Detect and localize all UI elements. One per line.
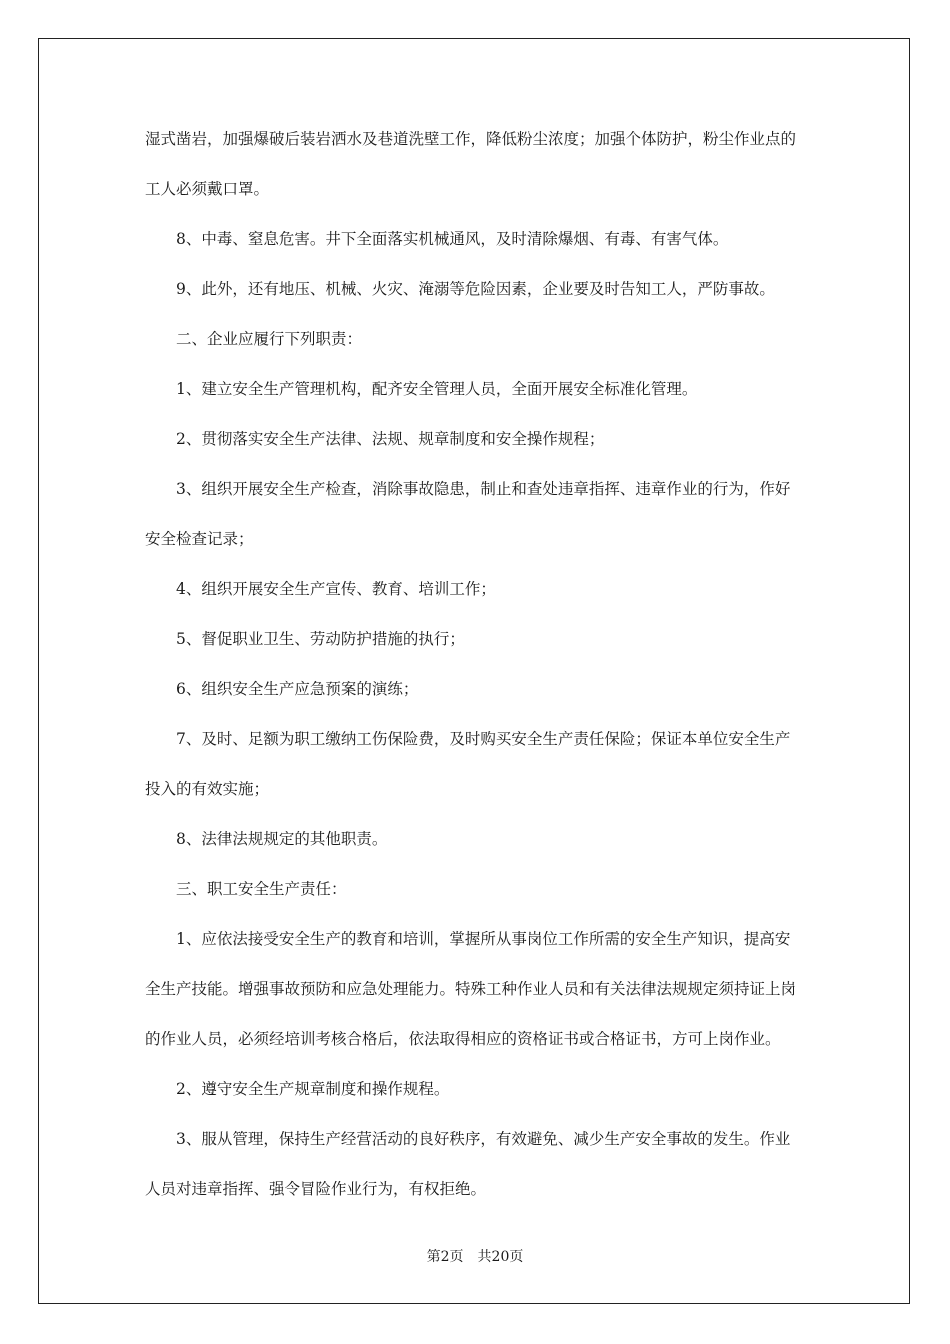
body-line: 9、此外，还有地压、机械、火灾、淹溺等危险因素，企业要及时告知工人，严防事故。 [176, 280, 775, 298]
body-line: 2、贯彻落实安全生产法律、法规、规章制度和安全操作规程； [176, 430, 605, 448]
section-heading: 三、职工安全生产责任： [176, 880, 347, 898]
body-line: 4、组织开展安全生产宣传、教育、培训工作； [176, 580, 496, 598]
page-number: 第2页 [426, 1249, 464, 1265]
body-line: 8、法律法规规定的其他职责。 [176, 830, 388, 848]
page-footer [0, 1247, 950, 1267]
body-line: 投入的有效实施； [145, 780, 270, 798]
body-line: 1、建立安全生产管理机构，配齐安全管理人员，全面开展安全标准化管理。 [176, 380, 698, 398]
document-body [145, 114, 810, 1214]
body-line: 安全检查记录； [145, 530, 254, 548]
body-line: 全生产技能。增强事故预防和应急处理能力。特殊工种作业人员和有关法律法规规定须持证上岗 [145, 980, 797, 998]
section-heading: 二、企业应履行下列职责： [176, 330, 363, 348]
page-total: 共20页 [477, 1249, 524, 1265]
body-line: 1、应依法接受安全生产的教育和培训，掌握所从事岗位工作所需的安全生产知识，提高安 [176, 930, 791, 948]
body-line: 7、及时、足额为职工缴纳工伤保险费，及时购买安全生产责任保险；保证本单位安全生产 [176, 730, 791, 748]
body-line: 3、组织开展安全生产检查，消除事故隐患，制止和查处违章指挥、违章作业的行为，作好 [176, 480, 791, 498]
body-line: 5、督促职业卫生、劳动防护措施的执行； [176, 630, 465, 648]
body-line: 工人必须戴口罩。 [145, 180, 270, 198]
body-line: 的作业人员，必须经培训考核合格后，依法取得相应的资格证书或合格证书，方可上岗作业。 [145, 1030, 781, 1048]
body-line: 6、组织安全生产应急预案的演练； [176, 680, 419, 698]
body-line: 8、中毒、窒息危害。井下全面落实机械通风，及时清除爆烟、有毒、有害气体。 [176, 230, 729, 248]
body-line: 3、服从管理，保持生产经营活动的良好秩序，有效避免、减少生产安全事故的发生。作业 [176, 1130, 791, 1148]
body-line: 人员对违章指挥、强令冒险作业行为，有权拒绝。 [145, 1180, 487, 1198]
body-line: 湿式凿岩，加强爆破后装岩洒水及巷道洗壁工作，降低粉尘浓度；加强个体防护，粉尘作业点的 [145, 130, 797, 148]
body-line: 2、遵守安全生产规章制度和操作规程。 [176, 1080, 450, 1098]
